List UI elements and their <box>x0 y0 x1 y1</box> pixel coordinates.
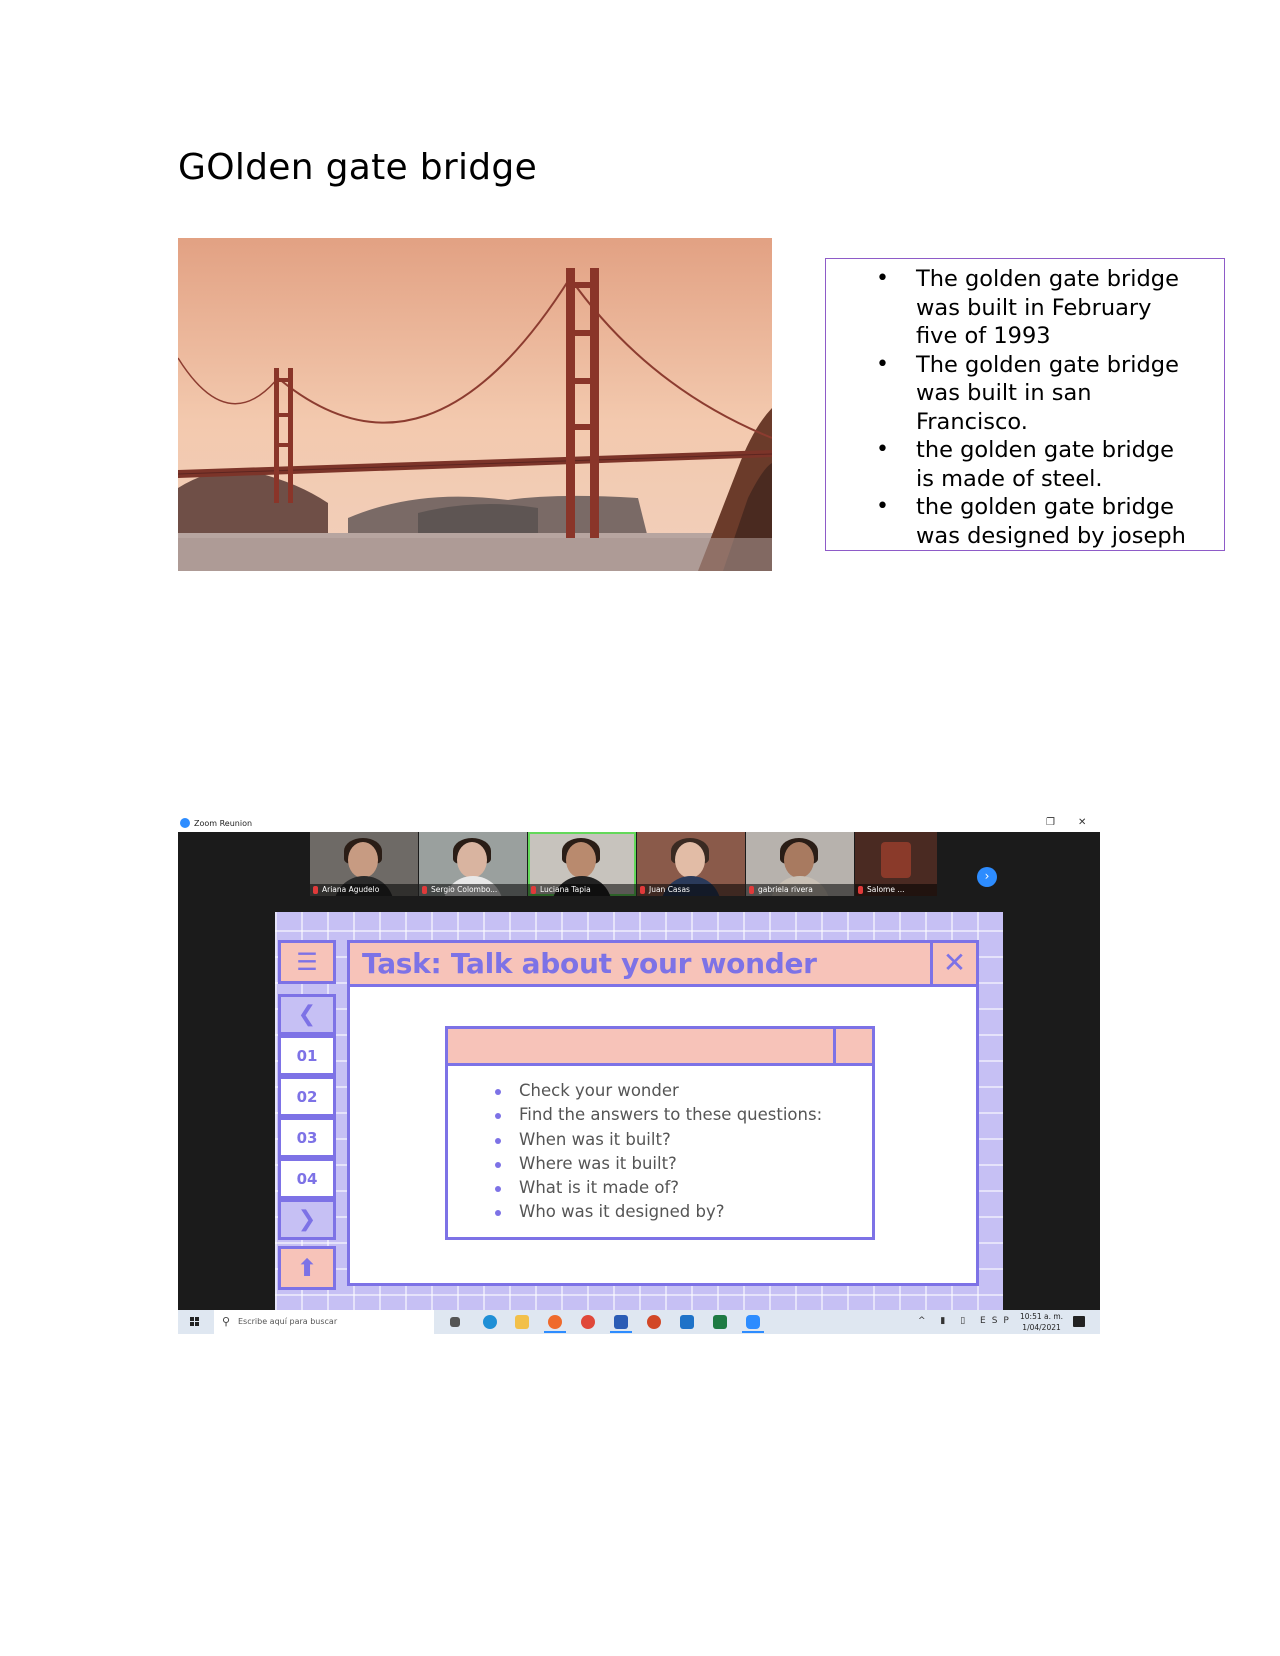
muted-mic-icon <box>422 886 427 894</box>
chevron-right-icon: ❯ <box>297 1207 317 1232</box>
muted-mic-icon <box>313 886 318 894</box>
muted-mic-icon <box>749 886 754 894</box>
muted-mic-icon <box>531 886 536 894</box>
active-app-indicator <box>610 1331 632 1333</box>
fact-item: • the golden gate bridge was designed by joseph <box>876 493 1196 550</box>
chevron-left-icon: ❮ <box>297 1002 317 1027</box>
zoom-titlebar <box>178 816 1100 832</box>
task-item: Who was it designed by? <box>492 1200 822 1224</box>
fact-item: • The golden gate bridge was built in February five of 1993 <box>876 265 1196 351</box>
facts-text-box <box>825 258 1225 551</box>
restore-icon[interactable]: ❐ <box>1046 817 1055 828</box>
section-01-button[interactable] <box>278 1035 336 1076</box>
edge-icon[interactable] <box>483 1315 497 1329</box>
active-app-indicator <box>544 1331 566 1333</box>
video-face <box>348 842 378 878</box>
muted-mic-icon <box>640 886 645 894</box>
mail-icon[interactable] <box>680 1315 694 1329</box>
arrow-up-icon: ⬆ <box>296 1254 318 1282</box>
task-item: Find the answers to these questions: <box>492 1103 822 1127</box>
participant-tile[interactable] <box>419 832 527 896</box>
prev-slide-button[interactable] <box>278 994 336 1035</box>
system-tray[interactable]: ^ ▮ ▯ ESP <box>918 1316 1015 1326</box>
close-icon[interactable]: ✕ <box>930 943 976 984</box>
video-face <box>566 842 596 878</box>
task-card <box>445 1026 875 1240</box>
section-02-button[interactable] <box>278 1076 336 1117</box>
task-view-icon[interactable] <box>450 1317 460 1327</box>
close-window-icon[interactable]: ✕ <box>1078 817 1087 828</box>
task-title: Task: Talk about your wonder <box>362 947 817 980</box>
excel-icon[interactable] <box>713 1315 727 1329</box>
next-participants-button[interactable]: › <box>977 867 997 887</box>
windows-start-icon[interactable] <box>190 1317 200 1327</box>
facts-list <box>876 265 1196 550</box>
fact-item: • the golden gate bridge is made of steel. <box>876 436 1196 493</box>
golden-gate-bridge-photo <box>178 238 772 571</box>
card-header-divider <box>833 1029 836 1063</box>
zoom-screenshot <box>178 816 1100 1334</box>
fact-item: • The golden gate bridge was built in san Francisco. <box>876 351 1196 437</box>
video-face <box>881 842 911 878</box>
firefox-icon[interactable] <box>548 1315 562 1329</box>
chrome-icon[interactable] <box>581 1315 595 1329</box>
task-item: What is it made of? <box>492 1176 822 1200</box>
participant-tile[interactable] <box>310 832 418 896</box>
muted-mic-icon <box>858 886 863 894</box>
shared-slide <box>275 912 1003 1322</box>
task-card-header <box>448 1029 872 1066</box>
powerpoint-icon[interactable] <box>647 1315 661 1329</box>
section-number: 04 <box>296 1169 318 1188</box>
participant-tile-active[interactable] <box>528 832 636 896</box>
participant-tile[interactable] <box>855 832 937 896</box>
video-face <box>784 842 814 878</box>
video-face <box>457 842 487 878</box>
taskbar-search[interactable] <box>214 1310 434 1334</box>
file-explorer-icon[interactable] <box>515 1315 529 1329</box>
windows-taskbar <box>178 1310 1100 1334</box>
task-item: Check your wonder <box>492 1079 822 1103</box>
participant-strip <box>310 832 966 896</box>
active-app-indicator <box>742 1331 764 1333</box>
participant-name: gabriela rivera <box>746 884 854 896</box>
word-icon[interactable] <box>614 1315 628 1329</box>
menu-icon: ☰ <box>296 948 318 976</box>
participant-name: Ariana Agudelo <box>310 884 418 896</box>
participant-name: Luciana Tapia <box>528 884 636 896</box>
scroll-top-button[interactable] <box>278 1246 336 1290</box>
search-icon: ⚲ <box>222 1315 231 1328</box>
clock-date: 1/04/2021 <box>1022 1323 1061 1332</box>
section-number: 03 <box>296 1128 318 1147</box>
section-03-button[interactable] <box>278 1117 336 1158</box>
zoom-app-icon[interactable] <box>746 1315 760 1329</box>
task-panel <box>347 940 979 1286</box>
search-placeholder: Escribe aquí para buscar <box>238 1317 338 1326</box>
zoom-app-title: Zoom Reunion <box>194 819 253 828</box>
participant-tile[interactable] <box>746 832 854 896</box>
video-face <box>675 842 705 878</box>
section-04-button[interactable] <box>278 1158 336 1199</box>
participant-name: Salome ... <box>855 884 937 896</box>
document-title: GOlden gate bridge <box>178 147 538 188</box>
next-slide-button[interactable] <box>278 1199 336 1240</box>
task-list <box>492 1079 822 1225</box>
participant-name: Juan Casas <box>637 884 745 896</box>
participant-name: Sergio Colombo... <box>419 884 527 896</box>
menu-button[interactable] <box>278 940 336 984</box>
clock-time: 10:51 a. m. <box>1020 1312 1064 1321</box>
section-number: 02 <box>296 1087 318 1106</box>
section-number: 01 <box>296 1046 318 1065</box>
task-item: When was it built? <box>492 1128 822 1152</box>
task-panel-header <box>350 943 976 987</box>
taskbar-clock[interactable] <box>1020 1311 1063 1333</box>
zoom-logo-icon <box>180 818 190 828</box>
notification-icon[interactable] <box>1073 1316 1085 1327</box>
participant-tile[interactable] <box>637 832 745 896</box>
zoom-meeting-area <box>178 832 1100 1310</box>
task-item: Where was it built? <box>492 1152 822 1176</box>
